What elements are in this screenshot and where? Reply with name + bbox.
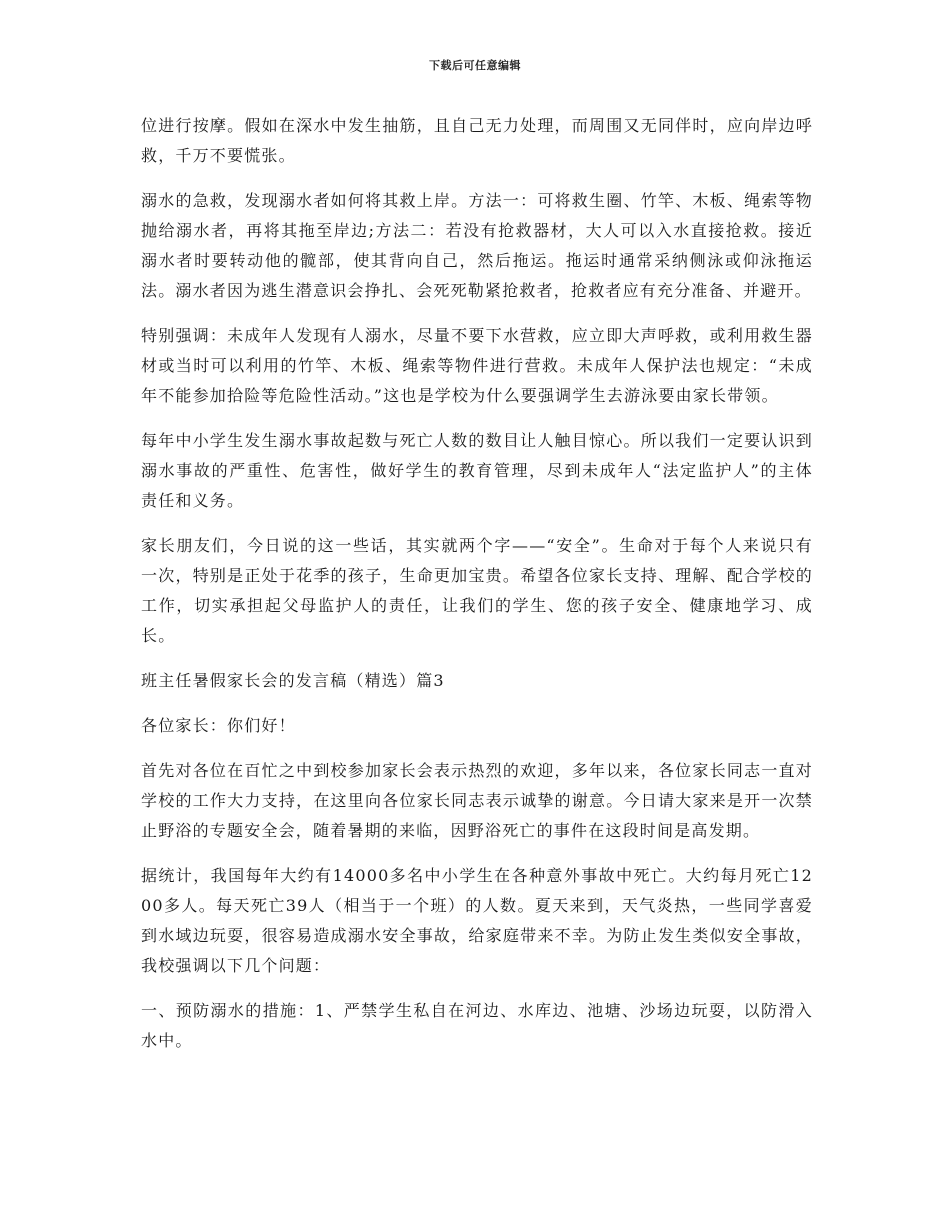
paragraph-parents-safety: 家长朋友们，今日说的这一些话，其实就两个字——“安全”。生命对于每个人来说只有一次，特别是正处于花季的孩子，生命更加宝贵。希望各位家长支持、理解、配合学校的工作，切实承担起父母监护人的责任，让我们的学生、您的孩子安全、健康地学习、成长。 — [141, 536, 813, 645]
paragraph-welcome: 首先对各位在百忙之中到校参加家长会表示热烈的欢迎，多年以来，各位家长同志一直对学校的工作大力支持，在这里向各位家长同志表示诚挚的谢意。今日请大家来是开一次禁止野浴的专题安全会，随着暑期的来临，因野浴死亡的事件在这段时间是高发期。 — [141, 761, 813, 840]
paragraph-drowning-rescue: 溺水的急救，发现溺水者如何将其救上岸。方法一：可将救生圈、竹竿、木板、绳索等物抛给溺水者，再将其拖至岸边;方法二：若没有抢救器材，大人可以入水直接抢救。接近溺水者时要转动他的髋部，使其背向自己，然后拖运。拖运时通常采纳侧泳或仰泳拖运法。溺水者因为逃生潜意识会挣扎、会死死勒紧抢救者，抢救者应有充分准备、并避开。 — [141, 191, 813, 300]
paragraph-massage-cramp: 位进行按摩。假如在深水中发生抽筋，且自己无力处理，而周围又无同伴时，应向岸边呼救，千万不要慌张。 — [141, 116, 813, 165]
paragraph-prevention-measures: 一、预防溺水的措施：1、严禁学生私自在河边、水库边、池塘、沙场边玩耍，以防滑入水中。 — [141, 1001, 813, 1050]
page-header: 下载后可任意编辑 — [429, 59, 521, 72]
paragraph-accident-statistics: 每年中小学生发生溺水事故起数与死亡人数的数目让人触目惊心。所以我们一定要认识到溺水事故的严重性、危害性，做好学生的教育管理，尽到未成年人“法定监护人”的主体责任和义务。 — [141, 431, 813, 510]
document-body — [141, 111, 813, 1071]
section-heading: 班主任暑假家长会的发言稿（精选）篇3 — [141, 671, 445, 690]
salutation: 各位家长：你们好！ — [141, 716, 296, 735]
paragraph-special-emphasis: 特别强调：未成年人发现有人溺水，尽量不要下水营救，应立即大声呼救，或利用救生器材或当时可以利用的竹竿、木板、绳索等物件进行营救。未成年人保护法也规定：“未成年不能参加拾险等危险性活动。”这也是学校为什么要强调学生去游泳要由家长带领。 — [141, 326, 813, 405]
paragraph-statistics: 据统计，我国每年大约有14000多名中小学生在各种意外事故中死亡。大约每月死亡1200多人。每天死亡39人（相当于一个班）的人数。夏天来到，天气炎热，一些同学喜爱到水域边玩耍，很容易造成溺水安全事故，给家庭带来不幸。为防止发生类似安全事故，我校强调以下几个问题： — [141, 866, 813, 975]
